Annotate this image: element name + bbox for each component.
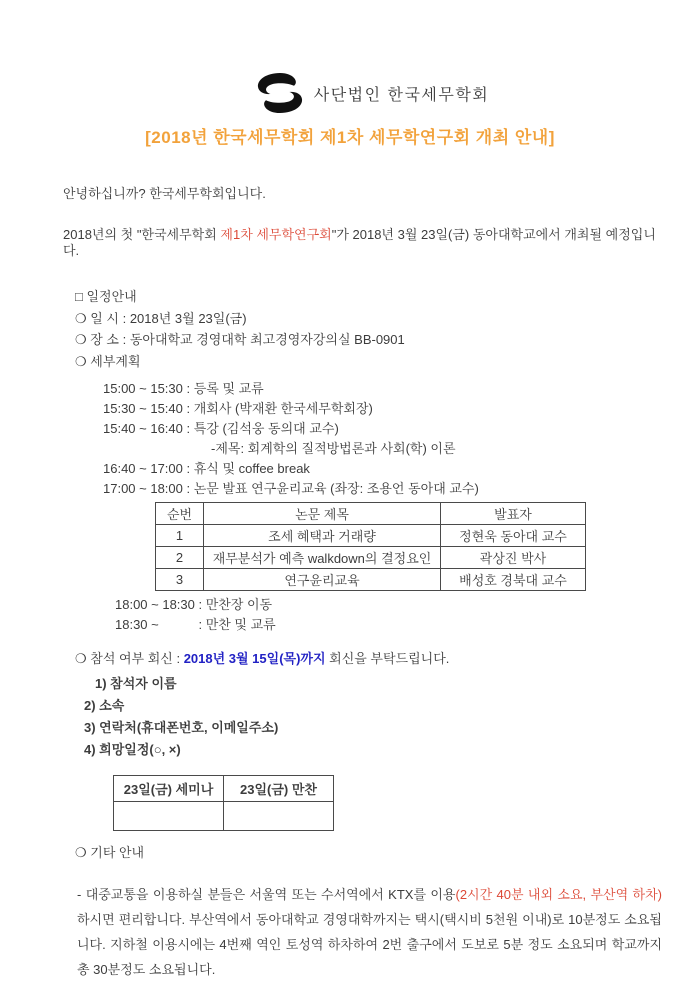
- table-row: [156, 547, 586, 569]
- organization-name: 사단법인 한국세무학회: [313, 86, 490, 104]
- column-header-presenter: 발표자: [441, 503, 586, 525]
- timeline-entry: 18:30 ~ : 만찬 및 교류: [115, 617, 276, 632]
- transit-info-paragraph: [77, 882, 662, 982]
- agenda-detail-heading: ❍ 세부계획: [75, 353, 141, 369]
- rsvp-section: [75, 650, 662, 761]
- attendance-choice-table: [113, 775, 334, 831]
- agenda-section: [75, 286, 662, 372]
- intro-paragraph: [63, 227, 662, 259]
- table-header-row: [156, 503, 586, 525]
- cell-presenter: 배성호 경북대 교수: [441, 569, 586, 591]
- transit-text-before: - 대중교통을 이용하실 분들은 서울역 또는 수서역에서 KTX를 이용: [77, 887, 456, 902]
- rsvp-item-contact: 3) 연락처(휴대폰번호, 이메일주소): [84, 720, 279, 735]
- rsvp-text-before: ❍ 참석 여부 회신 :: [75, 651, 184, 666]
- document-body: [0, 186, 700, 982]
- rsvp-required-items: [75, 673, 662, 761]
- greeting-text: 안녕하십니까? 한국세무학회입니다.: [63, 186, 266, 201]
- table-row: [156, 525, 586, 547]
- intro-text-after: "가 2018년 3월 23일(금) 동아대학교에서 개최될 예정입니다.: [63, 227, 656, 258]
- timeline-entry: 16:40 ~ 17:00 : 휴식 및 coffee break: [103, 461, 310, 476]
- agenda-date-line: ❍ 일 시 : 2018년 3월 23일(금): [75, 310, 247, 326]
- rsvp-item-schedule: 4) 희망일정(○, ×): [84, 742, 181, 757]
- table-row: [156, 569, 586, 591]
- cell-dinner-choice: [224, 802, 334, 831]
- header: [44, 0, 700, 114]
- rsvp-item-affiliation: 2) 소속: [84, 698, 125, 713]
- association-logo-icon: [255, 72, 305, 114]
- column-header-seminar: 23일(금) 세미나: [114, 776, 224, 802]
- timeline-entry: 17:00 ~ 18:00 : 논문 발표 연구윤리교육 (좌장: 조용언 동아대 교수): [103, 481, 479, 496]
- agenda-heading: □ 일정안내: [75, 289, 137, 304]
- rsvp-line: [75, 650, 662, 667]
- agenda-venue-line: ❍ 장 소 : 동아대학교 경영대학 최고경영자강의실 BB-0901: [75, 332, 405, 347]
- table-row: [114, 802, 334, 831]
- cell-title: 연구윤리교육: [204, 569, 441, 591]
- timeline-entry-subtitle: -제목: 회계학의 질적방법론과 사회(학) 이론: [211, 441, 456, 456]
- cell-presenter: 곽상진 박사: [441, 547, 586, 569]
- timeline-entry: 15:30 ~ 15:40 : 개회사 (박재환 한국세무학회장): [103, 401, 373, 416]
- document-title: [2018년 한국세무학회 제1차 세무학연구회 개최 안내]: [145, 128, 555, 147]
- schedule-timeline: [103, 379, 662, 499]
- intro-text-before: 2018년의 첫 "한국세무학회: [63, 227, 221, 242]
- cell-title: 조세 혜택과 거래량: [204, 525, 441, 547]
- cell-number: 2: [156, 547, 204, 569]
- cell-number: 1: [156, 525, 204, 547]
- rsvp-item-name: 1) 참석자 이름: [95, 676, 177, 691]
- rsvp-text-after: 회신을 부탁드립니다.: [325, 651, 450, 666]
- column-header-dinner: 23일(금) 만찬: [224, 776, 334, 802]
- timeline-entry: 18:00 ~ 18:30 : 만찬장 이동: [115, 597, 273, 612]
- intro-highlight-red: 제1차 세무학연구회: [220, 227, 332, 242]
- column-header-number: 순번: [156, 503, 204, 525]
- cell-seminar-choice: [114, 802, 224, 831]
- rsvp-deadline-highlight: 2018년 3월 15일(목)까지: [183, 651, 326, 666]
- cell-number: 3: [156, 569, 204, 591]
- timeline-entry: 15:00 ~ 15:30 : 등록 및 교류: [103, 381, 264, 396]
- transit-text-after: 하시면 편리합니다. 부산역에서 동아대학교 경영대학까지는 택시(택시비 5천원 이내)로 10분정도 소요됩니다. 지하철 이용시에는 4번째 역인 토성역 하차하여 2번 출구에서 도보로 5분 정도 소요되며 학교까지 총 30분정도 소요됩니다.: [77, 912, 662, 977]
- transit-highlight-red: (2시간 40분 내외 소요, 부산역 하차): [455, 887, 662, 902]
- column-header-title: 논문 제목: [204, 503, 441, 525]
- schedule-timeline-after: [115, 595, 662, 635]
- cell-presenter: 정현욱 동아대 교수: [441, 525, 586, 547]
- paper-presentation-table: [155, 502, 586, 591]
- cell-title: 재무분석가 예측 walkdown의 결정요인: [204, 547, 441, 569]
- etc-section-heading: ❍ 기타 안내: [75, 845, 145, 860]
- timeline-entry: 15:40 ~ 16:40 : 특강 (김석웅 동의대 교수): [103, 421, 339, 436]
- table-header-row: [114, 776, 334, 802]
